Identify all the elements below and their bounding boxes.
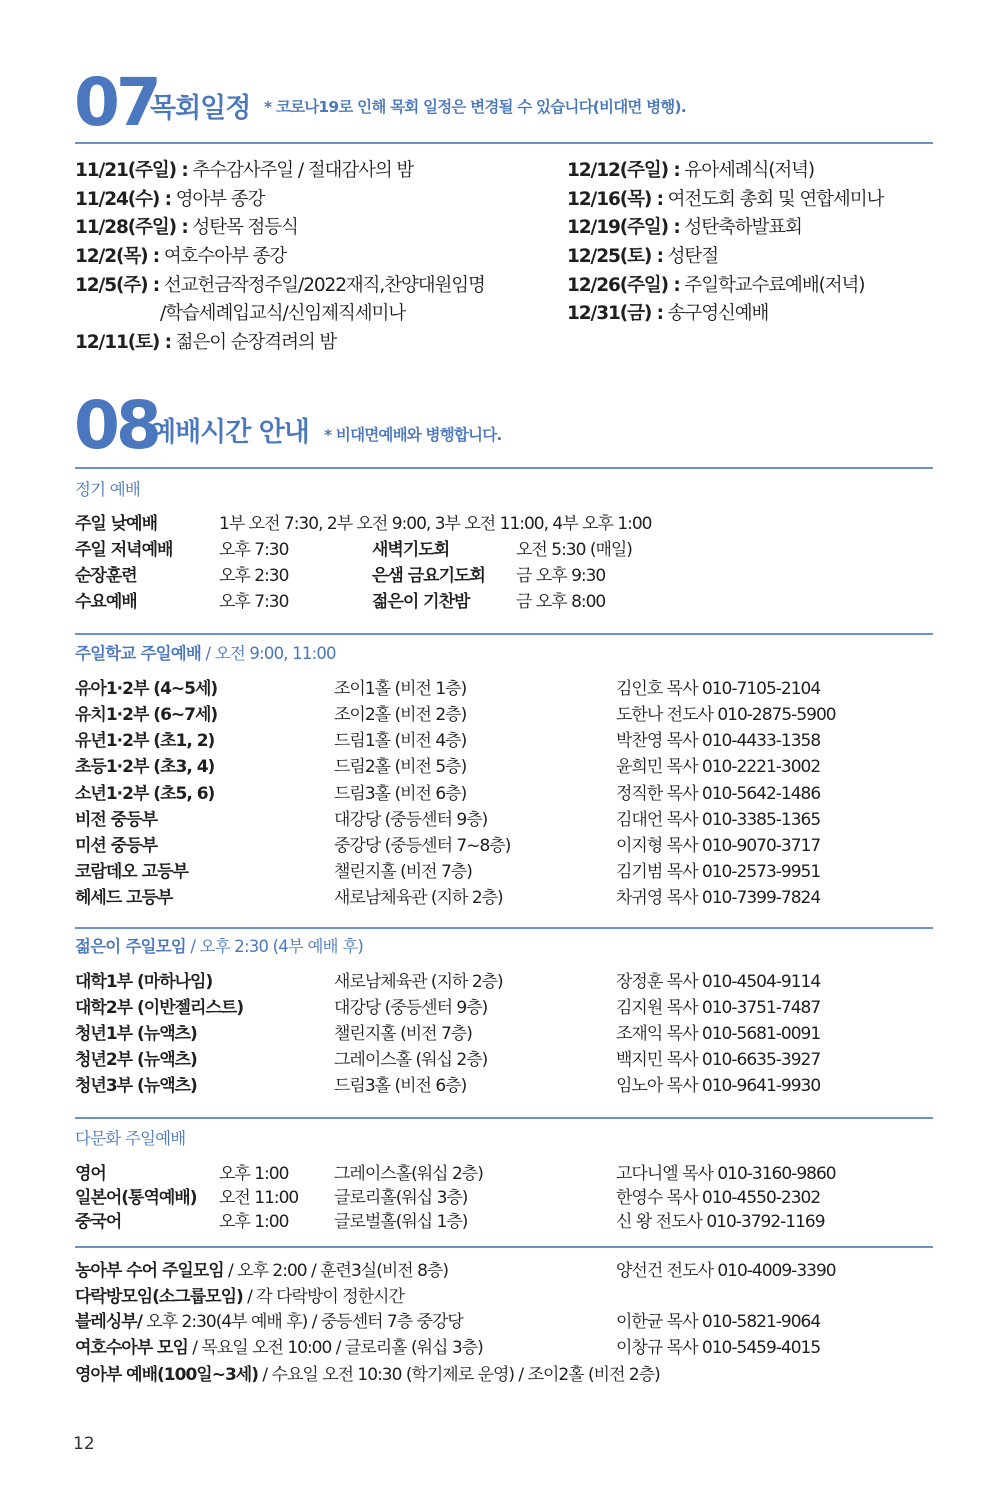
- dept-place: 드림2홀 (비전 5층): [334, 757, 467, 777]
- section-note-worship: * 비대면예배와 병행합니다.: [324, 426, 502, 444]
- subsection-heading-regular: 정기 예배: [75, 480, 141, 499]
- meeting-line: 여호수아부 모임 / 목요일 오전 10:00 / 글로리홀 (워십 3층): [75, 1338, 483, 1358]
- service-time: 오후 2:30: [219, 566, 289, 586]
- dept-contact: 김지원 목사 010-3751-7487: [616, 998, 821, 1018]
- dept-name: 청년2부 (뉴액츠): [75, 1050, 197, 1070]
- dept-name: 비전 중등부: [75, 810, 158, 830]
- dept-place: 대강당 (중등센터 9층): [334, 810, 488, 830]
- dept-place: 조이1홀 (비전 1층): [334, 679, 467, 699]
- service-contact: 신 왕 전도사 010-3792-1169: [616, 1212, 825, 1232]
- meeting-contact: 양선건 전도사 010-4009-3390: [616, 1261, 836, 1281]
- section-number-07: 07: [74, 64, 158, 141]
- schedule-item: 11/24(수) : 영아부 종강: [75, 189, 265, 210]
- service-time: 오후 7:30: [219, 540, 289, 560]
- service-name: 순장훈련: [75, 566, 137, 586]
- subsection-heading-multicultural: 다문화 주일예배: [75, 1129, 186, 1148]
- dept-place: 중강당 (중등센터 7~8층): [334, 836, 511, 856]
- dept-name: 미션 중등부: [75, 836, 158, 856]
- dept-name: 유아1·2부 (4~5세): [75, 679, 218, 699]
- schedule-item-continued: /학습세례입교식/신임제직세미나: [160, 303, 406, 324]
- service-place: 글로리홀(워십 3층): [334, 1188, 468, 1208]
- divider: [75, 467, 933, 469]
- meeting-contact: 이창규 목사 010-5459-4015: [616, 1338, 821, 1358]
- meeting-line: 다락방모임(소그룹모임) / 각 다락방이 정한시간: [75, 1287, 404, 1307]
- service-name: 주일 낮예배: [75, 514, 158, 534]
- dept-name: 소년1·2부 (초5, 6): [75, 784, 215, 804]
- language-name: 일본어(통역예배): [75, 1188, 197, 1208]
- schedule-item: 12/11(토) : 젊은이 순장격려의 밤: [75, 332, 337, 353]
- schedule-item: 11/28(주일) : 성탄목 점등식: [75, 217, 298, 238]
- service-time: 오전 5:30 (매일): [516, 540, 632, 560]
- dept-place: 드림3홀 (비전 6층): [334, 784, 467, 804]
- service-place: 글로벌홀(워십 1층): [334, 1212, 468, 1232]
- dept-name: 유년1·2부 (초1, 2): [75, 731, 215, 751]
- schedule-item: 12/5(주) : 선교헌금작정주일/2022재직,찬양대원임명: [75, 275, 485, 296]
- schedule-item: 12/16(목) : 여전도회 총회 및 연합세미나: [567, 189, 884, 210]
- service-name: 수요예배: [75, 592, 137, 612]
- dept-contact: 박찬영 목사 010-4433-1358: [616, 731, 821, 751]
- language-name: 영어: [75, 1164, 106, 1184]
- subsection-heading-sunday-school: 주일학교 주일예배 / 오전 9:00, 11:00: [75, 644, 336, 663]
- meeting-line: 농아부 수어 주일모임 / 오후 2:00 / 훈련3실(비전 8층): [75, 1261, 448, 1281]
- dept-contact: 임노아 목사 010-9641-9930: [616, 1076, 821, 1096]
- divider: [75, 1246, 933, 1248]
- schedule-item: 12/12(주일) : 유아세례식(저녁): [567, 160, 815, 181]
- schedule-item: 12/25(토) : 성탄절: [567, 246, 718, 267]
- dept-name: 초등1·2부 (초3, 4): [75, 757, 215, 777]
- dept-place: 챌린지홀 (비전 7층): [334, 862, 472, 882]
- service-time: 오전 11:00: [219, 1188, 299, 1208]
- dept-contact: 김인호 목사 010-7105-2104: [616, 679, 821, 699]
- dept-place: 새로남체육관 (지하 2층): [334, 888, 503, 908]
- schedule-item: 12/19(주일) : 성탄축하발표회: [567, 217, 802, 238]
- dept-name: 대학1부 (마하나임): [75, 972, 213, 992]
- service-name: 새벽기도회: [372, 540, 450, 560]
- service-name: 주일 저녁예배: [75, 540, 173, 560]
- schedule-item: 12/26(주일) : 주일학교수료예배(저녁): [567, 275, 865, 296]
- dept-contact: 김기범 목사 010-2573-9951: [616, 862, 821, 882]
- service-name: 젊은이 기찬밤: [372, 592, 470, 612]
- schedule-item: 12/2(목) : 여호수아부 종강: [75, 246, 287, 267]
- dept-name: 유치1·2부 (6~7세): [75, 705, 218, 725]
- dept-place: 드림1홀 (비전 4층): [334, 731, 467, 751]
- language-name: 중국어: [75, 1212, 122, 1232]
- service-time: 오후 7:30: [219, 592, 289, 612]
- service-time: 1부 오전 7:30, 2부 오전 9:00, 3부 오전 11:00, 4부 오후 1:00: [219, 514, 652, 534]
- dept-contact: 이지형 목사 010-9070-3717: [616, 836, 821, 856]
- service-contact: 한영수 목사 010-4550-2302: [616, 1188, 821, 1208]
- dept-place: 챌린지홀 (비전 7층): [334, 1024, 472, 1044]
- schedule-item: 12/31(금) : 송구영신예배: [567, 303, 769, 324]
- section-title-worship: 예배시간 안내: [150, 417, 309, 448]
- meeting-line: 블레싱부/ 오후 2:30(4부 예배 후) / 중등센터 7층 중강당: [75, 1312, 463, 1332]
- dept-name: 헤세드 고등부: [75, 888, 173, 908]
- dept-contact: 장정훈 목사 010-4504-9114: [616, 972, 821, 992]
- meeting-line: 영아부 예배(100일~3세) / 수요일 오전 10:30 (학기제로 운영) / 조이2홀 (비전 2층): [75, 1365, 660, 1385]
- dept-place: 대강당 (중등센터 9층): [334, 998, 488, 1018]
- divider: [75, 633, 933, 635]
- dept-contact: 차귀영 목사 010-7399-7824: [616, 888, 821, 908]
- dept-name: 청년3부 (뉴액츠): [75, 1076, 197, 1096]
- service-name: 은샘 금요기도회: [372, 566, 485, 586]
- divider: [75, 1117, 933, 1119]
- schedule-item: 11/21(주일) : 추수감사주일 / 절대감사의 밤: [75, 160, 414, 181]
- section-title-schedule: 목회일정: [150, 93, 251, 124]
- dept-name: 대학2부 (이반젤리스트): [75, 998, 244, 1018]
- section-note-schedule: * 코로나19로 인해 목회 일정은 변경될 수 있습니다(비대면 병행).: [264, 98, 686, 116]
- meeting-contact: 이한균 목사 010-5821-9064: [616, 1312, 821, 1332]
- section-number-08: 08: [74, 387, 158, 464]
- dept-contact: 윤희민 목사 010-2221-3002: [616, 757, 821, 777]
- dept-name: 코람데오 고등부: [75, 862, 188, 882]
- dept-contact: 도한나 전도사 010-2875-5900: [616, 705, 836, 725]
- service-time: 금 오후 8:00: [516, 592, 606, 612]
- dept-place: 드림3홀 (비전 6층): [334, 1076, 467, 1096]
- divider: [75, 142, 933, 144]
- dept-contact: 백지민 목사 010-6635-3927: [616, 1050, 821, 1070]
- dept-contact: 김대언 목사 010-3385-1365: [616, 810, 821, 830]
- service-time: 금 오후 9:30: [516, 566, 606, 586]
- dept-contact: 정직한 목사 010-5642-1486: [616, 784, 821, 804]
- dept-place: 조이2홀 (비전 2층): [334, 705, 467, 725]
- divider: [75, 927, 933, 929]
- service-time: 오후 1:00: [219, 1164, 289, 1184]
- page-number: 12: [73, 1434, 95, 1454]
- dept-place: 새로남체육관 (지하 2층): [334, 972, 503, 992]
- dept-place: 그레이스홀 (워십 2층): [334, 1050, 488, 1070]
- service-place: 그레이스홀(워십 2층): [334, 1164, 483, 1184]
- service-contact: 고다니엘 목사 010-3160-9860: [616, 1164, 836, 1184]
- service-time: 오후 1:00: [219, 1212, 289, 1232]
- subsection-heading-young-adults: 젊은이 주일모임 / 오후 2:30 (4부 예배 후): [75, 937, 364, 956]
- dept-contact: 조재익 목사 010-5681-0091: [616, 1024, 821, 1044]
- dept-name: 청년1부 (뉴액츠): [75, 1024, 197, 1044]
